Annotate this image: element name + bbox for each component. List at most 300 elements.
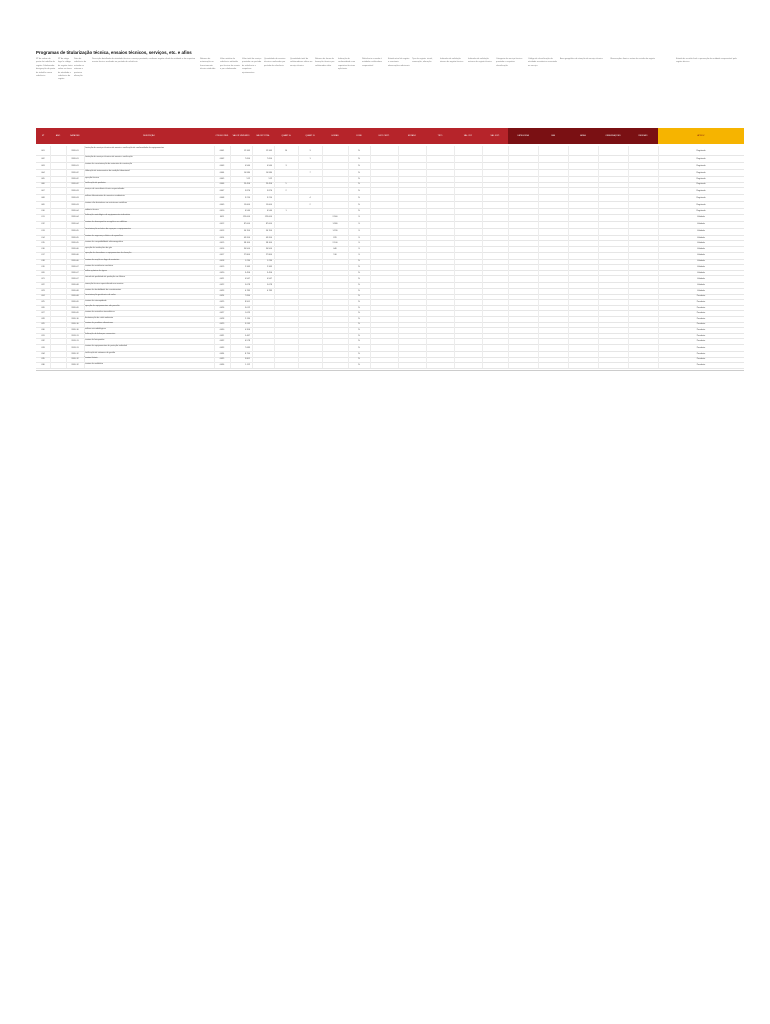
table-cell: 009 (41, 203, 45, 206)
table-cell: Pendente (696, 346, 706, 349)
table-cell (628, 362, 658, 368)
column-header[interactable]: OBSERVAÇÕES (598, 128, 628, 144)
table-cell: 013 (41, 230, 45, 233)
column-header[interactable]: VALOR UNITÁRIO (232, 135, 250, 137)
table-cell: 0007 (219, 189, 225, 192)
table-cell (482, 169, 508, 176)
table-cell (252, 362, 274, 368)
table-cell (628, 146, 658, 155)
table-cell: 27.800 (243, 254, 250, 257)
table-cell (322, 362, 348, 368)
table-cell (454, 228, 482, 235)
table-cell: 87.000 (243, 223, 250, 226)
table-cell: 2020-02 (71, 183, 79, 186)
table-cell: Prestação de serviços técnicos de ensaio e verificação (84, 155, 133, 158)
table-cell: 3.456 (266, 271, 272, 274)
table-cell: 640 (333, 247, 337, 250)
column-note: Quantidade total de colaboradores afetos ao serviço técnico (290, 58, 313, 67)
table-cell (598, 221, 628, 228)
table-cell: N (358, 196, 360, 199)
column-header[interactable]: VALOR TOTAL (256, 135, 270, 137)
column-header[interactable]: Nº (41, 135, 45, 137)
table-cell (628, 221, 658, 228)
table-cell (454, 214, 482, 221)
table-cell: 2020-06 (71, 247, 79, 250)
table-cell (50, 187, 66, 194)
table-cell: 2020-03 (71, 196, 79, 199)
table-cell: Pendente (696, 352, 706, 355)
table-cell (628, 155, 658, 162)
table-cell: 014 (41, 236, 45, 239)
table-cell: N (358, 340, 360, 343)
table-cell (454, 221, 482, 228)
table-cell: 0024 (219, 295, 225, 298)
column-header[interactable]: HORAS (331, 135, 339, 137)
table-cell (598, 344, 628, 351)
table-cell (598, 194, 628, 201)
table-cell (426, 344, 454, 351)
table-cell: 022 (41, 284, 45, 287)
table-cell (598, 155, 628, 162)
table-cell: 15.600 (243, 203, 250, 206)
table-cell (568, 155, 598, 162)
column-header[interactable]: ENT. CERT. (378, 135, 390, 137)
table-cell: 510 (333, 254, 337, 257)
table-cell (482, 362, 508, 368)
table-cell: Ensaios de compatibilidade eletromagnética (84, 240, 124, 243)
table-cell: Pendente (696, 363, 706, 366)
table-cell: 2.134 (244, 317, 250, 320)
table-cell (568, 194, 598, 201)
table-cell: 012 (41, 223, 45, 226)
table-cell (454, 362, 482, 368)
table-cell: 7.689 (244, 346, 250, 349)
table-cell: 9.876 (244, 189, 250, 192)
table-cell: Registado (696, 203, 706, 206)
table-cell: 6.789 (244, 289, 250, 292)
table-cell (508, 201, 538, 208)
table-cell (538, 169, 568, 176)
table-cell (252, 344, 274, 351)
table-cell (298, 344, 322, 351)
table-cell: 2020-04 (71, 216, 79, 219)
table-cell (508, 362, 538, 368)
table-cell (298, 362, 322, 368)
table-cell: 2020-10 (71, 317, 79, 320)
table-cell (322, 146, 348, 155)
table-cell: 6.578 (244, 340, 250, 343)
table-cell: 0002 (219, 157, 225, 160)
table-cell (628, 214, 658, 221)
table-cell: 2020-09 (71, 312, 79, 315)
table-cell: 0028 (219, 317, 225, 320)
table-cell (274, 169, 298, 176)
table-cell (568, 252, 598, 259)
table-cell (398, 201, 426, 208)
table-cell (298, 187, 322, 194)
table-cell: N (358, 203, 360, 206)
table-cell: Ensaios de durabilidade de revestimentos (84, 288, 122, 291)
table-cell (398, 146, 426, 155)
table-cell (370, 155, 398, 162)
table-cell: 2020-07 (71, 271, 79, 274)
table-cell: 0003 (219, 164, 225, 167)
table-cell: 017 (41, 254, 45, 257)
table-cell (298, 275, 322, 282)
table-cell: 028 (41, 317, 45, 320)
table-body (36, 146, 744, 368)
table-cell: N (358, 352, 360, 355)
table-cell: Ensaios têxteis (84, 357, 98, 360)
table-cell: 2020-11 (71, 334, 79, 337)
table-cell: 34.500 (265, 247, 272, 250)
table-cell: Ensaios não destrutivos em estruturas metálicas (84, 201, 128, 204)
table-cell: N (358, 164, 360, 167)
table-cell: Pendente (696, 334, 706, 337)
table-cell: 2020-09 (71, 306, 79, 309)
column-header[interactable]: ÁREA (568, 128, 598, 144)
table-cell: 2020-05 (71, 242, 79, 245)
table-cell: 1.234 (244, 260, 250, 263)
column-header[interactable]: CATEGORIA (508, 128, 538, 144)
table-cell: S (358, 254, 360, 257)
table-cell (482, 155, 508, 162)
table-cell (508, 162, 538, 169)
column-note: Valor unitário de referência atribuído por técnica de ensaio e por colaborador (220, 58, 240, 71)
table-cell (568, 169, 598, 176)
column-header[interactable]: QUANT. A (281, 135, 291, 137)
table-cell: N (358, 306, 360, 309)
table-cell: 031 (41, 334, 45, 337)
table-cell: 2.100 (332, 242, 338, 245)
table-cell: Inspeção de elevadores e equipamentos de elevação (84, 252, 132, 255)
table-cell: 0034 (219, 352, 225, 355)
table-cell: 0030 (219, 328, 225, 331)
table-cell (482, 252, 508, 259)
table-cell: Auditoria técnica (84, 208, 99, 211)
column-header[interactable]: DATA REF. (70, 135, 80, 137)
table-cell: 007 (41, 189, 45, 192)
table-cell (370, 169, 398, 176)
table-cell: 4.567 (266, 277, 272, 280)
table-cell (482, 146, 508, 155)
table-cell: N (358, 177, 360, 180)
table-cell: Inspeção técnica (84, 176, 100, 179)
table-cell: Caracterização acústica de espaços e equipamentos (84, 228, 131, 231)
table-cell: 27.800 (265, 254, 272, 257)
table-cell (628, 162, 658, 169)
column-header[interactable]: DESCRIÇÃO (143, 135, 155, 137)
table-cell: 029 (41, 323, 45, 326)
table-cell: 024 (41, 295, 45, 298)
column-header[interactable]: VAL. INT. (463, 135, 473, 137)
table-cell: Pendente (696, 317, 706, 320)
table-cell: 004 (41, 171, 45, 174)
table-cell: 2020-04 (71, 223, 79, 226)
table-cell (398, 275, 426, 282)
table-cell: 125.000 (264, 216, 272, 219)
table-cell: Validado (697, 247, 705, 250)
table-cell: Ensaios de produtos alimentares (84, 322, 114, 325)
table-row[interactable] (36, 362, 744, 369)
table-cell: 0005 (219, 177, 225, 180)
table-cell: Validado (697, 223, 705, 226)
column-header[interactable]: CAE (538, 128, 568, 144)
table-cell: 98.100 (265, 242, 272, 245)
table-cell: 12.345 (243, 149, 250, 152)
table-cell: Pendente (696, 295, 706, 298)
table-cell: 0017 (219, 254, 225, 257)
table-cell: N (358, 157, 360, 160)
table-cell (538, 275, 568, 282)
table-cell (508, 252, 538, 259)
table-cell: 34.500 (243, 247, 250, 250)
table-cell (370, 252, 398, 259)
table-cell (370, 214, 398, 221)
table-cell: Prestação de serviços técnicos de ensaio e verificação de conformidade de equipamentos (84, 146, 164, 149)
column-header[interactable]: CONF. (356, 135, 362, 137)
table-cell: 2020-09 (71, 300, 79, 303)
table-cell: N (358, 346, 360, 349)
table-cell: 23.456 (243, 183, 250, 186)
table-cell: Certificação de produtos (84, 182, 106, 185)
table-cell (426, 214, 454, 221)
table-cell (482, 187, 508, 194)
table-cell (538, 252, 568, 259)
table-cell: 0022 (219, 284, 225, 287)
table-cell: 2020-12 (71, 352, 79, 355)
table-cell: 7.890 (244, 295, 250, 298)
table-cell: Verificação de balanças comerciais (84, 333, 116, 336)
table-cell: N (358, 265, 360, 268)
table-cell: 2 (309, 203, 311, 206)
table-cell: 2020-05 (71, 236, 79, 239)
table-cell: 870 (333, 236, 337, 239)
table-cell: S (358, 223, 360, 226)
table-cell: 2020-11 (71, 340, 79, 343)
table-cell: 0009 (219, 203, 225, 206)
table-cell (322, 344, 348, 351)
table-cell (322, 187, 348, 194)
table-cell: Pendente (696, 306, 706, 309)
table-cell: Ensaios de caracterização de materiais de construção (84, 162, 133, 165)
table-cell (322, 169, 348, 176)
table-cell (598, 252, 628, 259)
table-cell (274, 362, 298, 368)
table-cell: 026 (41, 306, 45, 309)
table-cell (50, 162, 66, 169)
table-cell: Registado (696, 157, 706, 160)
table-cell (50, 252, 66, 259)
table-cell: 23.456 (265, 183, 272, 186)
column-header[interactable]: ANO (55, 135, 61, 137)
table-cell (508, 169, 538, 176)
table-cell (398, 228, 426, 235)
column-note: Descrição detalhada da atividade técnica e serviço prestado, conforme registo oficial da entidade e do respetivo ensaio técnico realizado no período de referência (92, 58, 196, 64)
table-cell: 035 (41, 358, 45, 361)
table-cell: 56.700 (265, 230, 272, 233)
table-cell (568, 362, 598, 368)
table-cell (274, 252, 298, 259)
table-cell: 2020-12 (71, 358, 79, 361)
table-cell (538, 146, 568, 155)
table-cell: 3 (285, 164, 287, 167)
table-cell (568, 344, 598, 351)
table-cell (568, 221, 598, 228)
column-note: Categoria do serviço técnico prestado e respetiva classificação (496, 58, 523, 67)
table-cell (598, 146, 628, 155)
table-cell: 12.345 (265, 149, 272, 152)
table-cell (628, 228, 658, 235)
table-cell: 0020 (219, 271, 225, 274)
table-cell: 8.790 (244, 352, 250, 355)
table-cell: 2020-01 (71, 157, 79, 160)
table-cell (398, 169, 426, 176)
table-cell (50, 155, 66, 162)
table-cell: 011 (41, 216, 45, 219)
table-cell (628, 344, 658, 351)
table-cell (370, 344, 398, 351)
table-cell: 0006 (219, 183, 225, 186)
table-cell (482, 228, 508, 235)
table-cell: Controlo de qualidade de produção em fábrica (84, 275, 126, 278)
table-cell (426, 169, 454, 176)
table-cell: Análises laboratoriais de amostras ambientais (84, 194, 125, 197)
table-cell (298, 228, 322, 235)
table-cell: Ensaios de segurança elétrica de aparelhos (84, 235, 123, 238)
table-cell: Registado (696, 196, 706, 199)
table-cell (298, 162, 322, 169)
table-cell (274, 275, 298, 282)
table-cell: 3.456 (244, 271, 250, 274)
column-note: Número de horas de formação técnica por colaborador afeto (315, 58, 335, 67)
table-cell (298, 214, 322, 221)
table-cell: 6.789 (266, 289, 272, 292)
table-cell (628, 252, 658, 259)
table-cell: 43.200 (243, 236, 250, 239)
table-cell: 025 (41, 300, 45, 303)
table-cell: 2020-10 (71, 328, 79, 331)
table-cell: 5.467 (244, 334, 250, 337)
table-cell (274, 201, 298, 208)
table-cell: 1.980 (332, 223, 338, 226)
table-cell: Validado (697, 271, 705, 274)
table-cell: 0013 (219, 230, 225, 233)
table-cell: 1.023 (244, 312, 250, 315)
table-cell: 0027 (219, 312, 225, 315)
table-cell: 005 (41, 177, 45, 180)
column-header[interactable]: QUANT. B (305, 135, 315, 137)
table-cell (50, 214, 66, 221)
table-cell (568, 162, 598, 169)
column-note: Indicação de conformidade com requisitos técnicos aplicáveis (338, 58, 356, 71)
table-cell (482, 344, 508, 351)
table-cell: 2020-03 (71, 203, 79, 206)
table-cell: Ensaios de resistência mecânica (84, 264, 114, 267)
table-cell: S (358, 230, 360, 233)
table-cell (508, 275, 538, 282)
table-cell (508, 194, 538, 201)
table-cell (508, 228, 538, 235)
table-cell: 1 (309, 157, 311, 160)
table-cell: 001 (41, 149, 45, 152)
table-cell: 033 (41, 346, 45, 349)
column-header[interactable]: APROV. (658, 128, 744, 144)
table-cell: 0014 (219, 236, 225, 239)
table-cell: 2020-08 (71, 295, 79, 298)
table-cell (322, 162, 348, 169)
table-cell: 2020-02 (71, 171, 79, 174)
table-cell (50, 194, 66, 201)
table-cell (398, 221, 426, 228)
table-cell (598, 214, 628, 221)
page-title: Programas de titularização técnica, ensaios técnicos, serviços, etc. e afins (36, 50, 192, 55)
table-cell (454, 162, 482, 169)
table-cell: 2020-07 (71, 265, 79, 268)
table-cell: 0025 (219, 300, 225, 303)
table-cell (454, 252, 482, 259)
table-cell (508, 146, 538, 155)
table-cell: N (358, 289, 360, 292)
table-cell: 032 (41, 340, 45, 343)
table-cell (454, 344, 482, 351)
table-cell: N (358, 295, 360, 298)
table-cell: 56.700 (243, 230, 250, 233)
column-header[interactable]: TIPO (437, 135, 443, 137)
table-cell: Inspeção de equipamentos sob pressão (84, 305, 120, 308)
table-cell (598, 169, 628, 176)
table-cell: 4.560 (266, 164, 272, 167)
table-cell: Serviços de consultoria técnica especializada (84, 187, 125, 190)
table-cell: N (358, 209, 360, 212)
column-header[interactable]: CÓDIGO REF. (215, 135, 229, 137)
table-cell: 4.560 (244, 164, 250, 167)
table-cell (482, 221, 508, 228)
table-cell: Ensaios de emissões atmosféricas (84, 310, 115, 313)
column-header[interactable]: VAL. EXT. (490, 135, 500, 137)
table-cell: 008 (41, 196, 45, 199)
table-cell: 0011 (219, 216, 225, 219)
table-cell (568, 146, 598, 155)
table-cell (50, 221, 66, 228)
table-cell: Registado (696, 209, 706, 212)
table-cell (568, 187, 598, 194)
column-note: Quantidade de ensaios técnicos realizados por período de referência (264, 58, 286, 67)
table-cell: 4.567 (244, 277, 250, 280)
table-cell: 2020-10 (71, 323, 79, 326)
table-cell: N (358, 284, 360, 287)
table-cell (398, 362, 426, 368)
table-cell: 0036 (219, 363, 225, 366)
table-cell: Formação técnica especializada em ensaios (84, 282, 124, 285)
table-cell (454, 275, 482, 282)
table-cell: Validado (697, 236, 705, 239)
table-cell: 3.210 (244, 196, 250, 199)
table-cell: 7 (309, 171, 311, 174)
column-header[interactable]: REVISÃO (628, 128, 658, 144)
table-cell: Análise química de águas (84, 270, 107, 273)
table-cell: N (358, 312, 360, 315)
table-cell: N (358, 323, 360, 326)
table-cell (274, 344, 298, 351)
table-cell: 0029 (219, 323, 225, 326)
table-cell: 2020-07 (71, 277, 79, 280)
table-cell: Registado (696, 171, 706, 174)
column-header[interactable]: ESTADO (407, 135, 417, 137)
table-cell: Ensaios de desempenho energético em edifícios (84, 221, 128, 224)
table-cell (50, 169, 66, 176)
table-cell: Pendente (696, 328, 706, 331)
